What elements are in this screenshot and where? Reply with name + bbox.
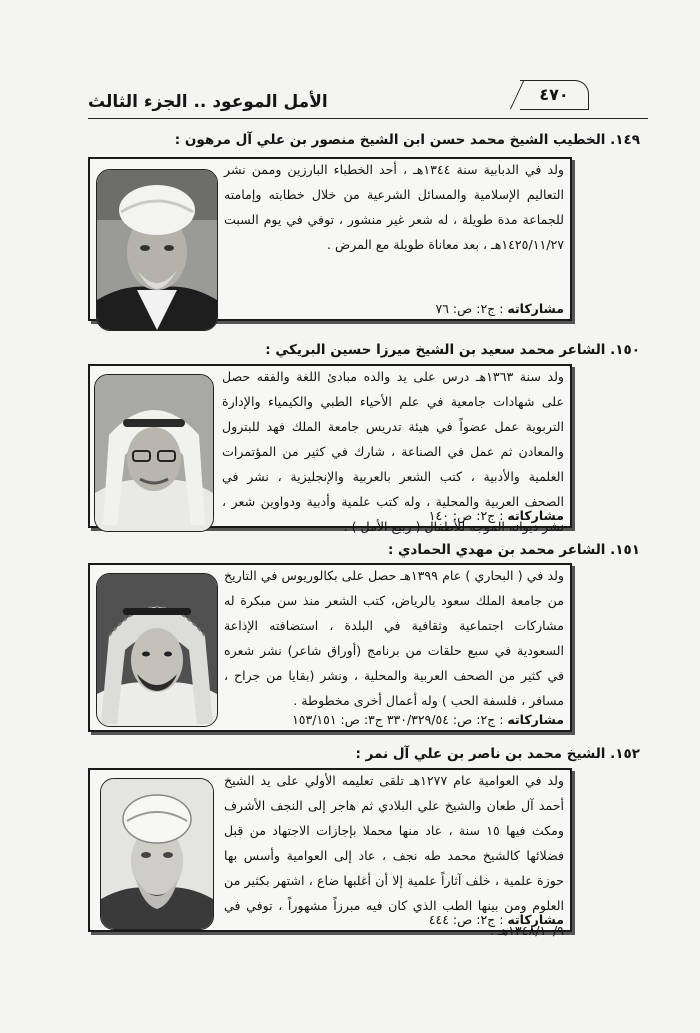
entry-card-152	[88, 768, 572, 938]
page-header	[0, 0, 700, 122]
photo-151	[96, 573, 218, 727]
entry-name: الخطيب الشيخ محمد حسن ابن الشيخ منصور بن علي آل مرهون :	[174, 132, 606, 148]
entry-card-150	[88, 364, 572, 534]
entry-number: ١٥٢.	[610, 746, 640, 762]
ref-value: : ج٢: ص: ٧٦	[435, 301, 504, 316]
running-title: الأمل الموعود .. الجزء الثالث	[88, 92, 328, 112]
entry-ref-151	[292, 712, 564, 727]
header-rule	[88, 118, 648, 119]
entry-title-152	[80, 746, 640, 762]
ref-value: : ج٢: ص: ٣٣٠/٣٢٩/٥٤ ج٣: ص: ١٥٣/١٥١	[292, 712, 504, 727]
entry-ref-152	[429, 912, 564, 927]
entry-number: ١٤٩.	[610, 132, 640, 148]
portrait-turban-sketch-icon	[101, 779, 213, 929]
entry-bio-152: ولد في العوامية عام ١٢٧٧هـ تلقى تعليمه الأولي على يد الشيخ أحمد آل طعان والشيخ علي البلادي ثم هاجر إلى النجف الأشرف ومكث فيها ١٥ سنة ، عاد منها محملا بإجازات الاجتهاد من قبل فضلائها كالشيخ محمد طه نجف ، عاد إلى العوامية وأسس بها حوزة علمية ، خلف آثاراً علمية إلا أن أغلبها ضاع ، اشتهر بكثير من العلوم ومن بينها الطب الذي كان فيه مبرزاً مشهوراً ، توفي في ١٣٤٨/١٠/٩هـ .	[224, 773, 564, 938]
entry-ref-149	[436, 301, 564, 316]
ref-value: : ج٢: ص: ٤٤٤	[428, 912, 504, 927]
photo-152	[100, 778, 214, 930]
entry-card-151	[88, 563, 572, 732]
entry-name: الشاعر محمد بن مهدي الحمادي :	[387, 542, 606, 558]
entry-title-150	[80, 342, 640, 358]
page-number: ٤٧٠	[520, 80, 589, 110]
entry-name: الشيخ محمد بن ناصر بن علي آل نمر :	[355, 746, 606, 762]
portrait-shemagh-young-icon	[97, 574, 217, 726]
entry-title-151	[80, 542, 640, 558]
photo-150	[94, 374, 214, 532]
entry-number: ١٥٠.	[610, 342, 640, 358]
entry-bio-149: ولد في الدبابية سنة ١٣٤٤هـ ، أحد الخطباء البارزين وممن نشر التعاليم الإسلامية والمسائل الشرعية من خلال خطابته وإمامته للجماعة مدة طويلة ، له شعر غير منشور ، توفي في يوم السبت ١٤٢٥/١١/٢٧هـ ، بعد معاناة طويلة مع المرض .	[224, 162, 565, 252]
ref-label: مشاركاته	[507, 712, 564, 727]
photo-149	[96, 169, 218, 331]
portrait-ghutra-glasses-icon	[95, 375, 213, 531]
entry-title-149	[80, 132, 640, 148]
entry-name: الشاعر محمد سعيد بن الشيخ ميرزا حسين البريكي :	[265, 342, 606, 358]
ref-label: مشاركاته	[507, 508, 564, 523]
ref-label: مشاركاته	[507, 301, 564, 316]
portrait-turban-elderly-icon	[97, 170, 217, 330]
entry-bio-150: ولد سنة ١٣٦٣هـ درس على يد والده مبادئ اللغة والفقه حصل على شهادات جامعية في علم الأحياء الطبي والكيمياء والإدارة التربوية عمل عضواً في هيئة تدريس جامعة الملك فهد للبترول والمعادن ثم عمل في الصناعة ، شارك في كثير من المؤتمرات العلمية والأدبية ، كتب الشعر بالعربية والإنجليزية ، نشر في الصحف العربية والمحلية ، وله كتب علمية وأدبية ودواوين شعر ، نشر ديوانه الموجه للأطفال ( ربيع الأمل ) .	[222, 369, 564, 534]
entry-bio-151: ولد في ( البحاري ) عام ١٣٩٩هـ حصل على بكالوريوس في التاريخ من جامعة الملك سعود بالرياض، كتب الشعر منذ سن مبكرة له مشاركات اجتماعية وثقافية في البلدة ، استضافته الإذاعة السعودية في سبع حلقات من برنامج (أوراق شاعر) نشر شعره في كثير من الصحف العربية والمحلية ، ونشر (بقايا من جراح ، مسافر ، فلسفة الحب ) وله أعمال أخرى مخطوطة .	[224, 568, 564, 708]
entry-ref-150	[429, 508, 564, 523]
ref-value: : ج٢: ص: ١٤٠	[428, 508, 504, 523]
entry-number: ١٥١.	[610, 542, 640, 558]
ref-label: مشاركاته	[507, 912, 564, 927]
entry-card-149	[88, 157, 572, 321]
